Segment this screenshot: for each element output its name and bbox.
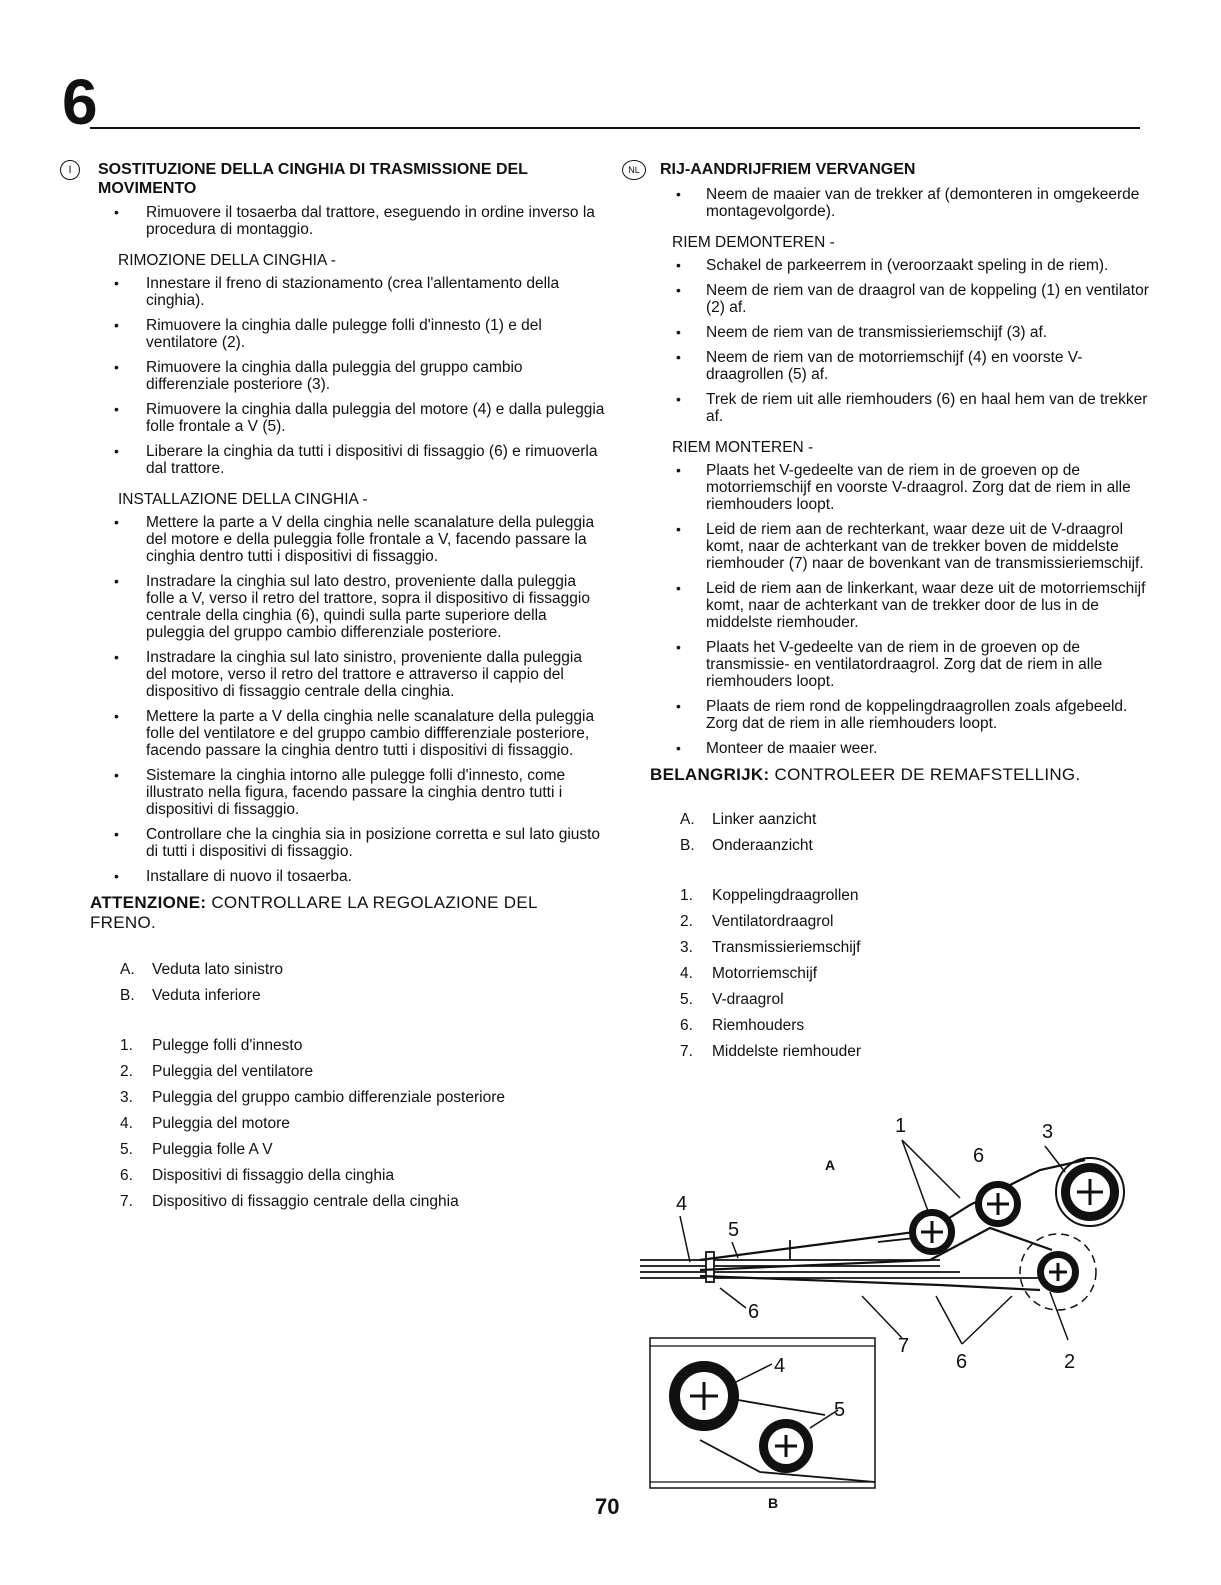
part-text: Puleggia folle A V [152, 1141, 273, 1158]
clutch-idler-pulley-1 [910, 1210, 954, 1254]
dutch-column [628, 160, 1150, 1065]
italian-install-steps [90, 514, 605, 885]
list-item: • Leid de riem aan de linkerkant, waar deze uit de motorriemschijf komt, naar de achterkant van de trekker door de lus in de middelste riemhouder. [650, 580, 1150, 631]
dutch-warning-label: BELANGRIJK: [650, 765, 770, 784]
list-item [680, 987, 1150, 1013]
list-item: • Plaats het V-gedeelte van de riem in de groeven op de motorriemschijf en voorste V-draagrol. Zorg dat de riem in alle riemhouders loopt. [650, 462, 1150, 513]
list-item [680, 807, 1150, 833]
italian-views [120, 957, 605, 1009]
list-item: • Monteer de maaier weer. [650, 740, 1150, 757]
dutch-heading [628, 160, 1150, 180]
dutch-removal-steps [650, 257, 1150, 425]
dutch-warning [650, 765, 1150, 785]
callout-1: 1 [895, 1115, 907, 1137]
italian-install-heading: INSTALLAZIONE DELLA CINGHIA - [118, 491, 368, 508]
list-item: • Plaats de riem rond de koppelingdraagrollen zoals afgebeeld. Zorg dat de riem in alle riemhouders loopt. [650, 698, 1150, 732]
list-item: • Neem de riem van de motorriemschijf (4) en voorste V-draagrollen (5) af. [650, 349, 1150, 383]
italian-warning-label: ATTENZIONE: [90, 893, 207, 912]
transmission-pulley [1056, 1158, 1124, 1226]
list-item: • Trek de riem uit alle riemhouders (6) en haal hem van de trekker af. [650, 391, 1150, 425]
part-key: 3. [120, 1089, 133, 1106]
view-b-label: B [768, 1495, 779, 1510]
belt-routing-diagram [640, 1110, 1140, 1510]
italian-warning [90, 893, 605, 933]
part-key: 4. [120, 1115, 133, 1132]
list-item: • Schakel de parkeerrem in (veroorzaakt speling in de riem). [650, 257, 1150, 274]
list-item: • Installare di nuovo il tosaerba. [90, 868, 605, 885]
part-text: Riemhouders [712, 1017, 805, 1034]
italian-title: SOSTITUZIONE DELLA CINGHIA DI TRASMISSIONE DEL MOVIMENTO [98, 161, 528, 197]
callout-7: 7 [898, 1335, 910, 1357]
dutch-intro-list [650, 186, 1150, 220]
view-key: A. [680, 811, 695, 828]
dutch-intro: • Neem de maaier van de trekker af (demonteren in omgekeerde montagevolgorde). [650, 186, 1150, 220]
part-key: 7. [680, 1043, 693, 1060]
part-key: 1. [120, 1037, 133, 1054]
leader-lines [680, 1140, 1068, 1344]
list-item: • Rimuovere la cinghia dalla puleggia del gruppo cambio differenziale posteriore (3). [90, 359, 605, 393]
list-item: • Neem de riem van de transmissieriemschijf (3) af. [650, 324, 1150, 341]
callout-6-top: 6 [973, 1145, 985, 1167]
list-item: • Leid de riem aan de rechterkant, waar deze uit de V-draagrol komt, naar de achterkant van de trekker boven de middelste riemhouder (7) naar de bovenkant van de transmissieriemschijf. [650, 521, 1150, 572]
part-key: 7. [120, 1193, 133, 1210]
part-key: 4. [680, 965, 693, 982]
dutch-install-heading: RIEM MONTEREN - [672, 439, 814, 456]
drive-belt [700, 1160, 1085, 1290]
part-text: Middelste riemhouder [712, 1043, 862, 1060]
header-rule [90, 127, 1140, 129]
view-key: A. [120, 961, 135, 978]
part-text: V-draagrol [712, 991, 784, 1008]
list-item [680, 833, 1150, 859]
fan-pulley [1020, 1234, 1096, 1310]
part-key: 6. [120, 1167, 133, 1184]
part-key: 6. [680, 1017, 693, 1034]
list-item: • Neem de riem van de draagrol van de koppeling (1) en ventilator (2) af. [650, 282, 1150, 316]
part-text: Motorriemschijf [712, 965, 818, 982]
list-item: • Mettere la parte a V della cinghia nelle scanalature della puleggia del motore e della puleggia folle frontale a V, facendo passare la cinghia dentro tutti i dispositivi di fissaggio. [90, 514, 605, 565]
clutch-idler-pulley-2 [976, 1182, 1020, 1226]
list-item [680, 1039, 1150, 1065]
part-key: 5. [120, 1141, 133, 1158]
list-item: • Instradare la cinghia sul lato destro, proveniente dalla puleggia folle a V, verso il retro del trattore, sopra il dispositivo di fissaggio centrale della cinghia (6), quindi sulla parte superiore della puleggia del gruppo cambio differenziale posteriore. [90, 573, 605, 641]
italian-intro-list [90, 204, 605, 238]
view-text: Onderaanzicht [712, 837, 813, 854]
list-item [120, 983, 605, 1009]
list-item: • Controllare che la cinghia sia in posizione corretta e sul lato giusto di tutti i dispositivi di fissaggio. [90, 826, 605, 860]
part-text: Ventilatordraagrol [712, 913, 834, 930]
view-a-label: A [825, 1157, 836, 1173]
callout-6-left: 6 [748, 1301, 760, 1323]
callout-5-b: 5 [834, 1399, 846, 1421]
dutch-parts [680, 883, 1150, 1065]
list-item [120, 1059, 605, 1085]
list-item: • Rimuovere la cinghia dalla puleggia del motore (4) e dalla puleggia folle frontale a V (5). [90, 401, 605, 435]
part-text: Pulegge folli d'innesto [152, 1037, 303, 1054]
part-key: 3. [680, 939, 693, 956]
list-item: • Innestare il freno di stazionamento (crea l'allentamento della cinghia). [90, 275, 605, 309]
italian-column [68, 160, 605, 1215]
list-item: • Instradare la cinghia sul lato sinistro, proveniente dalla puleggia del motore, verso il retro del trattore e attraverso il cappio del dispositivo di fissaggio centrale della cinghia. [90, 649, 605, 700]
page-number: 70 [595, 1494, 620, 1519]
part-key: 2. [680, 913, 693, 930]
dutch-title: RIJ-AANDRIJFRIEM VERVANGEN [660, 161, 916, 178]
part-text: Puleggia del ventilatore [152, 1063, 314, 1080]
list-item [680, 935, 1150, 961]
italian-removal-heading: RIMOZIONE DELLA CINGHIA - [118, 252, 336, 269]
part-text: Puleggia del motore [152, 1115, 290, 1132]
list-item [120, 1163, 605, 1189]
list-item: • Plaats het V-gedeelte van de riem in de groeven op de transmissie- en ventilatordraagrol. Zorg dat de riem in alle riemhouders loopt. [650, 639, 1150, 690]
list-item [680, 883, 1150, 909]
italian-removal-steps [90, 275, 605, 477]
list-item: • Liberare la cinghia da tutti i dispositivi di fissaggio (6) e rimuoverla dal trattore. [90, 443, 605, 477]
italian-heading [68, 160, 605, 198]
v-idler-pulley [760, 1420, 812, 1472]
italian-warning-text: CONTROLLARE LA REGOLAZIONE DEL FRENO. [90, 893, 538, 932]
list-item [120, 1137, 605, 1163]
part-text: Dispositivo di fissaggio centrale della cinghia [152, 1193, 459, 1210]
part-text: Dispositivi di fissaggio della cinghia [152, 1167, 395, 1184]
list-item: • Sistemare la cinghia intorno alle pulegge folli d'innesto, come illustrato nella figura, facendo passare la cinghia dentro tutti i dispositivi di fissaggio. [90, 767, 605, 818]
italian-parts [120, 1033, 605, 1215]
list-item [120, 957, 605, 983]
list-item [680, 1013, 1150, 1039]
chapter-number: 6 [62, 66, 96, 138]
callout-6-bottom: 6 [956, 1351, 968, 1373]
part-key: 2. [120, 1063, 133, 1080]
view-key: B. [120, 987, 135, 1004]
dutch-views [680, 807, 1150, 859]
part-key: 5. [680, 991, 693, 1008]
part-key: 1. [680, 887, 693, 904]
list-item [120, 1085, 605, 1111]
callout-3: 3 [1042, 1121, 1054, 1143]
list-item [680, 909, 1150, 935]
list-item: • Mettere la parte a V della cinghia nelle scanalature della puleggia folle del ventilatore e del gruppo cambio diffferenziale posteriore, facendo passare la cinghia dentro tutti i dispositivi di fissaggio. [90, 708, 605, 759]
italian-intro: • Rimuovere il tosaerba dal trattore, eseguendo in ordine inverso la procedura di montaggio. [90, 204, 605, 238]
callout-5-a: 5 [728, 1219, 740, 1241]
part-text: Transmissieriemschijf [712, 939, 861, 956]
part-text: Koppelingdraagrollen [712, 887, 859, 904]
callout-4-a: 4 [676, 1193, 688, 1215]
view-key: B. [680, 837, 695, 854]
engine-pulley [670, 1362, 738, 1430]
list-item [120, 1189, 605, 1215]
dutch-language-icon: NL [622, 160, 646, 180]
view-text: Linker aanzicht [712, 811, 817, 828]
part-text: Puleggia del gruppo cambio differenziale posteriore [152, 1089, 505, 1106]
callout-2: 2 [1064, 1351, 1076, 1373]
dutch-install-steps [650, 462, 1150, 757]
italian-language-icon: I [60, 160, 80, 180]
view-text: Veduta lato sinistro [152, 961, 283, 978]
list-item [120, 1033, 605, 1059]
list-item [120, 1111, 605, 1137]
dutch-removal-heading: RIEM DEMONTEREN - [672, 234, 835, 251]
dutch-warning-text: CONTROLEER DE REMAFSTELLING. [774, 765, 1081, 784]
list-item: • Rimuovere la cinghia dalle pulegge folli d'innesto (1) e del ventilatore (2). [90, 317, 605, 351]
view-text: Veduta inferiore [152, 987, 261, 1004]
callout-4-b: 4 [774, 1355, 786, 1377]
list-item [680, 961, 1150, 987]
